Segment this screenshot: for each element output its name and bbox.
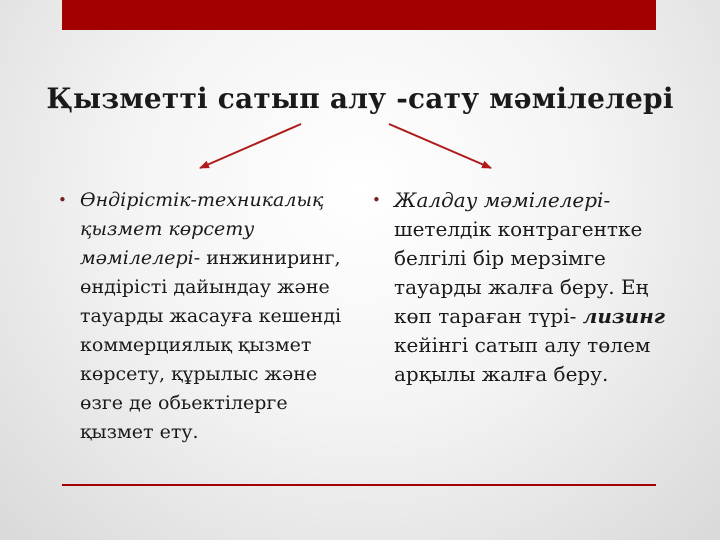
left-paragraph: [58, 186, 358, 447]
bottom-divider: [62, 484, 656, 486]
bullet-icon: •: [58, 191, 67, 209]
right-column: [372, 186, 672, 389]
right-paragraph: [372, 186, 672, 389]
right-body-start: - шетелдік контрагентке белгілі бір мерзімге тауарды жалға беру. Ең көп тараған түрі-: [394, 188, 649, 328]
left-body: - инжиниринг, өндірісті дайындау және тауарды жасауға кешенді коммерциялық қызмет көрсету, құрылыс және өзге де обьектілерге қызмет ету.: [80, 247, 342, 443]
right-italic-lead: Жалдау мәмілелері: [394, 188, 604, 212]
slide-title: Қызметті сатып алу -сату мәмілелері: [46, 82, 674, 115]
top-accent-bar: [62, 0, 656, 30]
right-highlight: лизинг: [582, 304, 666, 328]
left-column: [58, 186, 358, 447]
left-italic-lead: Өндірістік-техникалық қызмет көрсету мәмілелері: [80, 189, 324, 269]
right-arrow: [389, 124, 491, 168]
bullet-icon: •: [372, 191, 381, 209]
left-arrow: [200, 124, 301, 168]
right-body-end: кейінгі сатып алу төлем арқылы жалға беру.: [394, 333, 651, 386]
